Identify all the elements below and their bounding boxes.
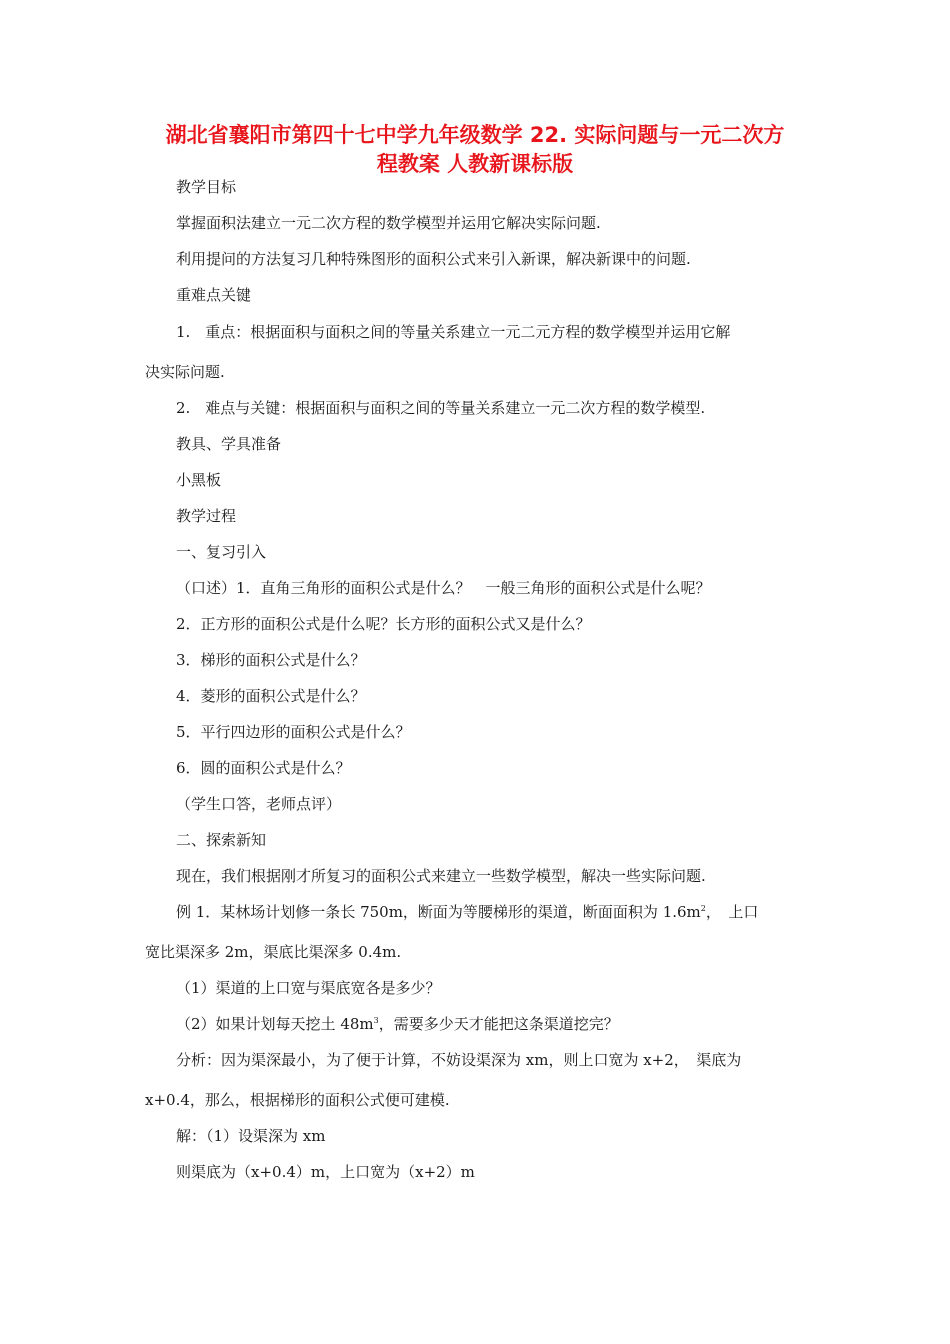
paragraph: 掌握面积法建立一元二次方程的数学模型并运用它解决实际问题. bbox=[176, 214, 601, 232]
paragraph: 1. 重点：根据面积与面积之间的等量关系建立一元二元方程的数学模型并运用它解 bbox=[176, 323, 731, 341]
paragraph: 小黑板 bbox=[176, 471, 222, 489]
paragraph-continuation: 宽比渠深多 2m，渠底比渠深多 0.4m. bbox=[145, 943, 402, 961]
question-item: 5．平行四边形的面积公式是什么？ bbox=[176, 723, 411, 741]
question-item: 2．正方形的面积公式是什么呢？长方形的面积公式又是什么？ bbox=[176, 615, 591, 633]
paragraph: 现在，我们根据刚才所复习的面积公式来建立一些数学模型，解决一些实际问题. bbox=[176, 867, 706, 885]
heading-teaching-goals: 教学目标 bbox=[176, 178, 237, 196]
question-item: 6．圆的面积公式是什么？ bbox=[176, 759, 351, 777]
heading-key-points: 重难点关键 bbox=[176, 286, 252, 304]
example-text: 例 1．某林场计划修一条长 750m，断面为等腰梯形的渠道，断面面积为 1.6m bbox=[176, 903, 701, 921]
solution-line: 则渠底为（x+0.4）m，上口宽为（x+2）m bbox=[176, 1163, 475, 1181]
sub-question: （1）渠道的上口宽与渠底宽各是多少？ bbox=[176, 979, 441, 997]
paragraph-continuation: x+0.4，那么，根据梯形的面积公式便可建模. bbox=[145, 1091, 450, 1109]
section-heading: 二、探索新知 bbox=[176, 831, 267, 849]
example-line bbox=[176, 902, 806, 922]
question-item: 4．菱形的面积公式是什么？ bbox=[176, 687, 366, 705]
analysis-line: 分析：因为渠深最小，为了便于计算，不妨设渠深为 xm，则上口宽为 x+2， 渠底为 bbox=[176, 1051, 742, 1069]
question-item: （口述）1．直角三角形的面积公式是什么？ 一般三角形的面积公式是什么呢？ bbox=[176, 579, 711, 597]
superscript: 3 bbox=[373, 1016, 379, 1025]
solution-line: 解：（1）设渠深为 xm bbox=[176, 1127, 326, 1145]
sub-question bbox=[176, 1014, 619, 1034]
paragraph-continuation: 决实际问题. bbox=[145, 363, 225, 381]
section-heading: 一、复习引入 bbox=[176, 543, 267, 561]
paragraph: 2. 难点与关键：根据面积与面积之间的等量关系建立一元二次方程的数学模型. bbox=[176, 399, 706, 417]
title-line-2: 程教案 人教新课标版 bbox=[376, 152, 574, 176]
title-line-1: 湖北省襄阳市第四十七中学九年级数学 22. 实际问题与一元二次方 bbox=[165, 123, 785, 147]
example-text-end: ， 上口 bbox=[705, 903, 759, 921]
heading-teaching-process: 教学过程 bbox=[176, 507, 237, 525]
sub-question-text: （2）如果计划每天挖土 48m bbox=[176, 1015, 374, 1033]
paragraph: （学生口答，老师点评） bbox=[176, 795, 342, 813]
document-title bbox=[140, 121, 810, 179]
sub-question-text-end: ，需要多少天才能把这条渠道挖完？ bbox=[378, 1015, 619, 1033]
paragraph: 利用提问的方法复习几种特殊图形的面积公式来引入新课，解决新课中的问题. bbox=[176, 250, 691, 268]
superscript: 2 bbox=[700, 904, 706, 913]
question-item: 3．梯形的面积公式是什么？ bbox=[176, 651, 366, 669]
heading-tools: 教具、学具准备 bbox=[176, 435, 282, 453]
